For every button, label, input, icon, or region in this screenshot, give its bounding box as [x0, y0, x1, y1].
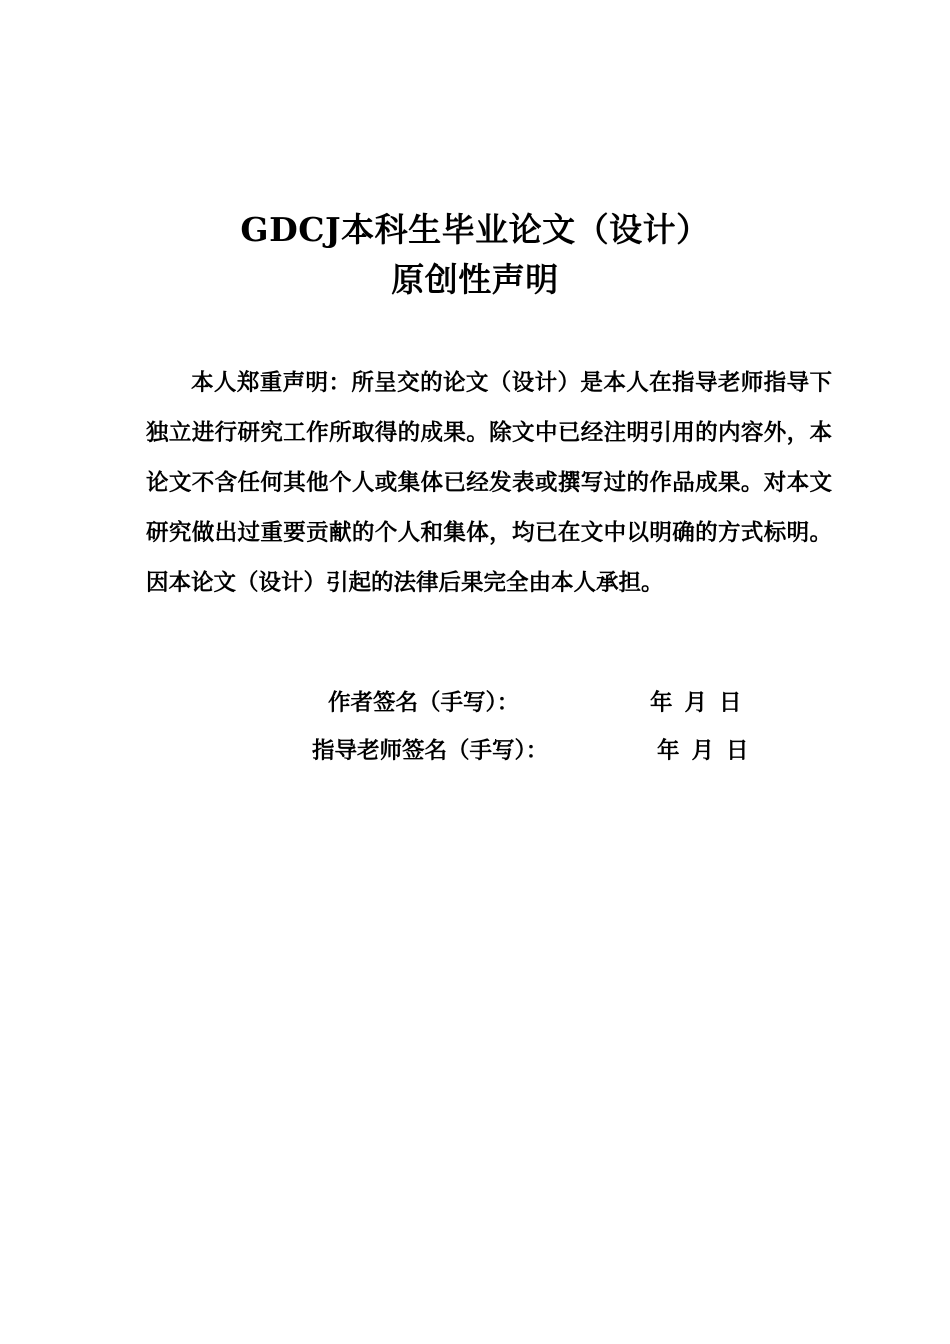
- declaration-paragraph: 本人郑重声明：所呈交的论文（设计）是本人在指导老师指导下独立进行研究工作所取得的成果。除文中已经注明引用的内容外，本论文不含任何其他个人或集体已经发表或撰写过的作品成果。对本文研究做出过重要贡献的个人和集体，均已在文中以明确的方式标明。因本论文（设计）引起的法律后果完全由本人承担。: [146, 370, 832, 596]
- author-signature-label: 作者签名（手写）：: [328, 690, 520, 716]
- date-year-label: 年: [650, 690, 673, 716]
- page-subtitle: 原创性声明: [391, 260, 559, 299]
- date-day-label: 日: [726, 738, 749, 764]
- date-month-label: 月: [684, 690, 708, 716]
- advisor-signature-label: 指导老师签名（手写）：: [312, 738, 549, 764]
- advisor-signature-date: [657, 731, 749, 771]
- page-title: GDCJ本科生毕业论文（设计）: [240, 210, 710, 249]
- date-day-label: 日: [719, 690, 742, 716]
- date-year-label: 年: [657, 738, 680, 764]
- date-month-label: 月: [691, 738, 715, 764]
- author-signature-date: [650, 683, 742, 723]
